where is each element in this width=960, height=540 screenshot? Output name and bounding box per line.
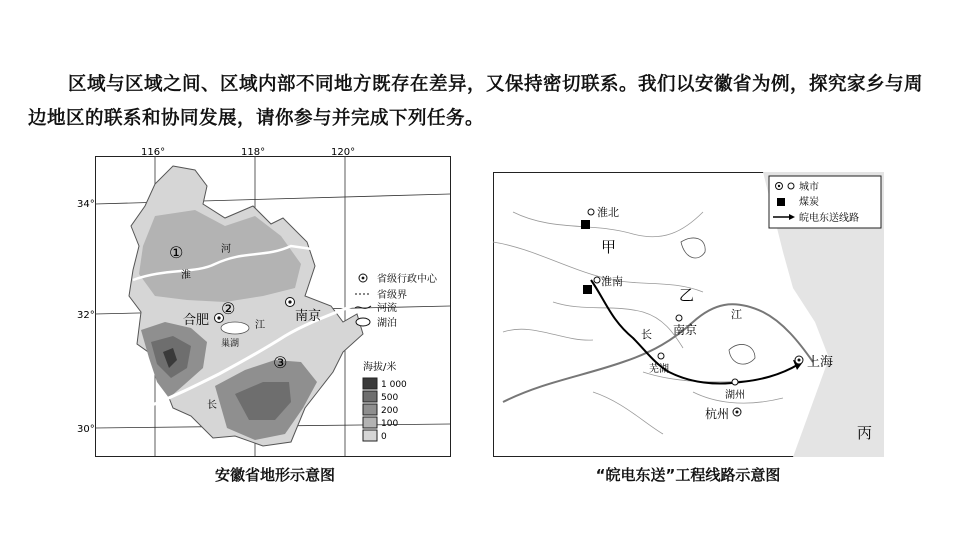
nanjing-label: 南京 [295,309,322,324]
river-jiang: 江 [731,308,742,321]
legend-capital: 省级行政中心 [377,274,437,285]
elevation-200: 200 [381,406,399,416]
lon-label-120: 120° [331,147,356,158]
map2-caption: “皖电东送”工程线路示意图 [595,466,781,484]
river-label-chang: 长 [207,400,217,411]
elevation-title: 海拔/米 [363,362,397,373]
city-shanghai: 上海 [807,355,834,370]
elevation-legend [363,378,377,441]
marker-yi: 乙 [679,286,695,304]
legend-coal: 煤炭 [799,197,819,208]
lon-label-116: 116° [141,147,166,158]
chaohu-label: 巢湖 [221,339,240,349]
elevation-0: 0 [381,432,387,442]
marker-bing: 丙 [857,424,873,442]
hefei-label: 合肥 [183,313,210,328]
city-nanjing: 南京 [673,323,698,337]
intro-text [28,68,938,136]
nanjing-marker [286,298,295,307]
city-hangzhou: 杭州 [705,407,730,421]
region-2: ② [221,299,236,318]
legend-river: 河流 [377,303,397,314]
intro-paragraph: 区域与区域之间、区域内部不同地方既存在差异，又保持密切联系。我们以安徽省为例，探究家乡与周边地区的联系和协同发展，请你参与并完成下列任务。 [28,74,924,129]
legend-lake: 湖泊 [377,318,397,329]
marker-jia: 甲 [601,238,617,256]
city-wuhu: 芜湖 [649,364,669,375]
coal-marker-huaibei [581,220,590,229]
elevation-500: 500 [381,393,399,403]
coal-marker-huainan [583,285,592,294]
lat-label-30: 30° [77,424,95,435]
legend-route: 皖电东送线路 [799,213,859,224]
region-1: ① [169,243,184,262]
legend-boundary: 省级界 [377,290,407,301]
river-chang: 长 [641,328,652,341]
legend-city: 城市 [799,182,819,193]
city-huaibei: 淮北 [597,206,619,219]
city-huainan: 淮南 [601,275,623,288]
region-3: ③ [273,353,288,372]
elevation-1000: 1 000 [381,380,407,390]
river-label-huai: 淮 [181,270,191,281]
river-label-he: 河 [221,244,231,255]
anhui-terrain-map [77,146,453,460]
city-huzhou: 湖州 [725,390,745,401]
lat-label-32: 32° [77,310,95,321]
chaohu-lake [221,322,249,334]
power-route-map [493,172,885,458]
lat-label-34: 34° [77,199,95,210]
elevation-100: 100 [381,419,399,429]
lon-label-118: 118° [241,147,266,158]
river-label-jiang: 江 [255,320,265,331]
map1-caption: 安徽省地形示意图 [214,466,335,484]
